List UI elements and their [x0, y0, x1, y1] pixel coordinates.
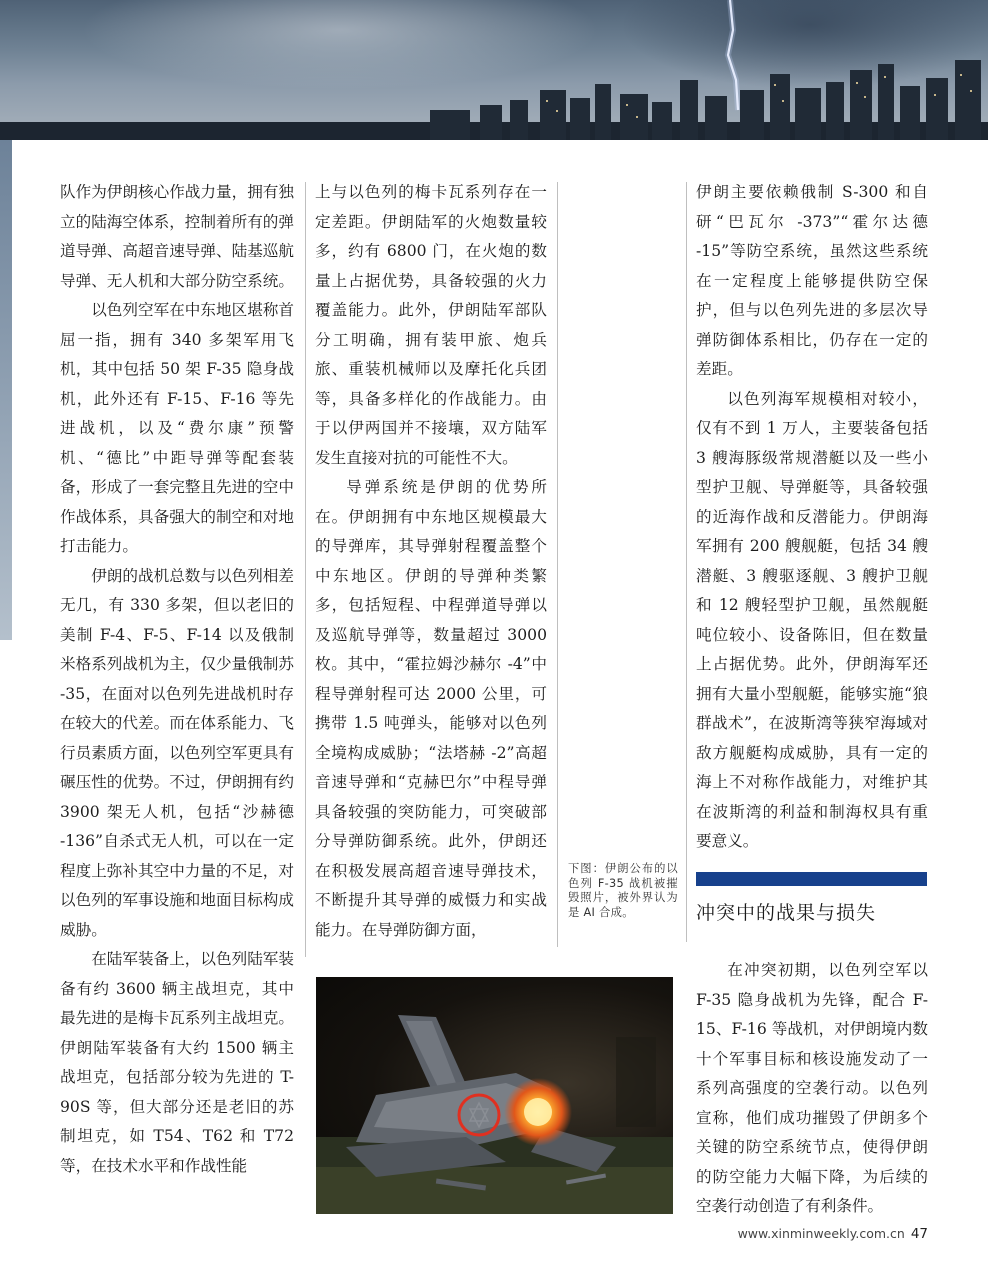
page-footer [738, 1226, 928, 1242]
section-body [696, 956, 928, 1222]
page-number: 47 [910, 1226, 928, 1242]
article-column-3 [696, 178, 928, 857]
paragraph: 在陆军装备上，以色列陆军装备有约 3600 辆主战坦克，其中最先进的是梅卡瓦系列主战坦克。伊朗陆军装备有大约 1500 辆主战坦克，包括部分较为先进的 T-90S 等，但大部分还是老旧的苏制坦克，如 T54、T62 和 T72 等，在技术水平和作战性能 [60, 950, 294, 1175]
column-divider [557, 182, 558, 947]
section-header-bar [696, 872, 927, 886]
jet-wreckage-graphic [316, 977, 673, 1214]
paragraph: 以色列海军规模相对较小，仅有不到 1 万人，主要装备包括 3 艘海豚级常规潜艇以及一些小型护卫舰、导弹艇等，具备较强的近海作战和反潜能力。伊朗海军拥有 200 艘舰艇，包括 34 艘潜艇、3 艘驱逐舰、3 艘护卫舰和 12 艘轻型护卫舰，虽然舰艇吨位较小、设备陈旧，但在数量上占据优势。此外，伊朗海军还拥有大量小型舰艇，能够实施“狼群战术”，在波斯湾等狭窄海域对敌方舰艇构成威胁，具有一定的海上不对称作战能力，对维护其在波斯湾的利益和制海权具有重要意义。 [696, 389, 928, 850]
column-divider [305, 182, 306, 957]
site-url: www.xinminweekly.com.cn [737, 1226, 905, 1241]
paragraph: 伊朗的战机总数与以色列相差无几，有 330 多架，但以老旧的美制 F-4、F-5、F-14 以及俄制米格系列战机为主，仅少量俄制苏 -35，在面对以色列先进战机时存在较大的代差。而在体系能力、飞行员素质方面，以色列空军更具有碾压性的优势。不过，伊朗拥有约 3900 架无人机，包括“沙赫德 -136”自杀式无人机，可以在一定程度上弥补其空中力量的不足，对以色列的军事设施和地面目标构成威胁。 [60, 566, 294, 939]
paragraph: 导弹系统是伊朗的优势所在。伊朗拥有中东地区规模最大的导弹库，其导弹射程覆盖整个中东地区。伊朗的导弹种类繁多，包括短程、中程弹道导弹以及巡航导弹等，数量超过 3000 枚。其中，“霍拉姆沙赫尔 -4”中程导弹射程可达 2000 公里，可携带 1.5 吨弹头，能够对以色列全境构成威胁；“法塔赫 -2”高超音速导弹和“克赫巴尔”中程导弹具备较强的突防能力，可突破部分导弹防御系统。此外，伊朗还在积极发展高超音速导弹技术，不断提升其导弹的威慑力和实战能力。在导弹防御方面， [315, 478, 547, 939]
header-photo-storm-skyline [0, 0, 988, 140]
paragraph: 以色列空军在中东地区堪称首屈一指，拥有 340 多架军用飞机，其中包括 50 架 F-35 隐身战机，此外还有 F-15、F-16 等先进战机，以及“费尔康”预警机、“德比”中距导弹等配套装备，形成了一套完整且先进的空中作战体系，具备强大的制空和对地打击能力。 [60, 301, 294, 555]
jet-wreckage-photo [316, 977, 673, 1214]
column-divider [686, 182, 687, 942]
paragraph: 队作为伊朗核心作战力量，拥有独立的陆海空体系，控制着所有的弹道导弹、高超音速导弹、陆基巡航导弹、无人机和大部分防空系统。 [60, 183, 294, 290]
paragraph: 伊朗主要依赖俄制 S-300 和自研“巴瓦尔 -373”“霍尔达德 -15”等防空系统，虽然这些系统在一定程度上能够提供防空保护，但与以色列先进的多层次导弹防御体系相比，仍存在一定的差距。 [696, 183, 928, 378]
paragraph: 上与以色列的梅卡瓦系列存在一定差距。伊朗陆军的火炮数量较多，约有 6800 门，在火炮的数量上占据优势，具备较强的火力覆盖能力。此外，伊朗陆军部队分工明确，拥有装甲旅、炮兵旅、重装机械师以及摩托化兵团等，具备多样化的作战能力。由于以伊两国并不接壤，双方陆军发生直接对抗的可能性不大。 [315, 183, 547, 467]
photo-caption: 下图：伊朗公布的以色列 F-35 战机被摧毁照片，被外界认为是 AI 合成。 [568, 862, 678, 919]
city-skyline-graphic [0, 60, 988, 140]
page-edge-strip [0, 140, 12, 640]
section-title: 冲突中的战果与损失 [696, 902, 877, 924]
paragraph: 在冲突初期，以色列空军以 F-35 隐身战机为先锋，配合 F-15、F-16 等战机，对伊朗境内数十个军事目标和核设施发动了一系列高强度的空袭行动。以色列宣称，他们成功摧毁了伊朗多个关键的防空系统节点，使得伊朗的防空能力大幅下降，为后续的空袭行动创造了有利条件。 [696, 961, 928, 1215]
article-column-1 [60, 178, 294, 1181]
article-column-2 [315, 178, 547, 945]
